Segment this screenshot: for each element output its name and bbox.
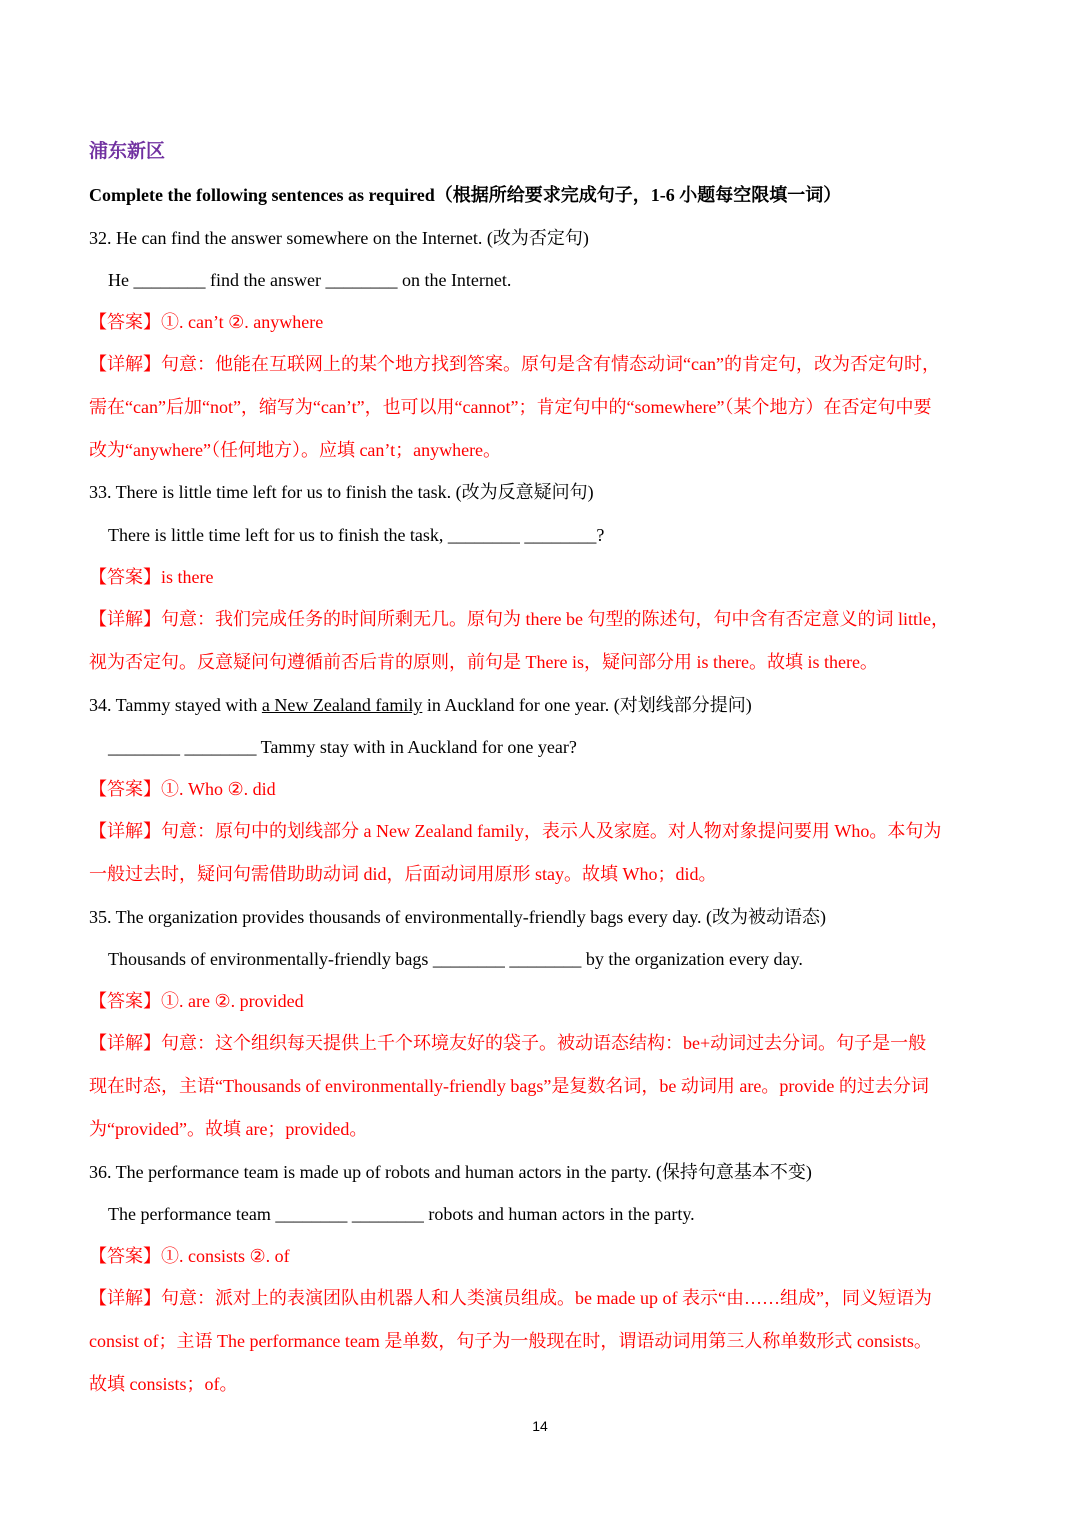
question-32-prompt: 32. He can find the answer somewhere on the Internet. (改为否定句) xyxy=(89,228,589,248)
question-34-answer: 【答案】①. Who ②. did xyxy=(89,779,276,799)
question-32-blank-line: He ________ find the answer ________ on the Internet. xyxy=(108,270,512,290)
question-33-answer: 【答案】is there xyxy=(89,567,214,587)
question-33-explanation-line: 【详解】句意：我们完成任务的时间所剩无几。原句为 there be 句型的陈述句，句中含有否定意义的词 little， xyxy=(89,609,949,629)
question-32-explanation-line: 需在“can”后加“not”，缩写为“can’t”，也可以用“cannot”；肯定句中的“somewhere”（某个地方）在否定句中要 xyxy=(89,397,932,417)
question-35-explanation-line: 【详解】句意：这个组织每天提供上千个环境友好的袋子。被动语态结构：be+动词过去分词。句子是一般 xyxy=(89,1033,927,1053)
question-33-blank-line: There is little time left for us to finish the task, ________ ________? xyxy=(108,525,605,545)
question-36-explanation-line: 故填 consists；of。 xyxy=(89,1374,238,1394)
question-36-blank-line: The performance team ________ ________ robots and human actors in the party. xyxy=(108,1204,695,1224)
question-34-blank-line: ________ ________ Tammy stay with in Auckland for one year? xyxy=(108,737,577,757)
page-number: 14 xyxy=(532,1418,548,1434)
question-35-explanation-line: 现在时态，主语“Thousands of environmentally-friendly bags”是复数名词，be 动词用 are。provide 的过去分词 xyxy=(89,1076,929,1096)
question-34-explanation-line: 【详解】句意：原句中的划线部分 a New Zealand family，表示人及家庭。对人物对象提问要用 Who。本句为 xyxy=(89,821,942,841)
question-36-prompt: 36. The performance team is made up of robots and human actors in the party. (保持句意基本不变) xyxy=(89,1162,812,1182)
question-32-explanation-line: 【详解】句意：他能在互联网上的某个地方找到答案。原句是含有情态动词“can”的肯定句，改为否定句时， xyxy=(89,354,940,374)
question-33-explanation-line: 视为否定句。反意疑问句遵循前否后肯的原则，前句是 There is，疑问部分用 is there。故填 is there。 xyxy=(89,652,878,672)
question-35-answer: 【答案】①. are ②. provided xyxy=(89,991,304,1011)
question-32-explanation-line: 改为“anywhere”（任何地方）。应填 can’t；anywhere。 xyxy=(89,440,502,460)
region-heading: 浦东新区 xyxy=(89,141,166,162)
instructions: Complete the following sentences as required（根据所给要求完成句子，1-6 小题每空限填一词） xyxy=(89,185,842,205)
question-35-blank-line: Thousands of environmentally-friendly bags ________ ________ by the organization every day. xyxy=(108,949,803,969)
question-34-explanation-line: 一般过去时，疑问句需借助助动词 did，后面动词用原形 stay。故填 Who；did。 xyxy=(89,864,717,884)
question-33-prompt: 33. There is little time left for us to finish the task. (改为反意疑问句) xyxy=(89,482,594,502)
question-32-answer: 【答案】①. can’t ②. anywhere xyxy=(89,312,324,332)
question-35-prompt: 35. The organization provides thousands of environmentally-friendly bags every day. (改为被动语态) xyxy=(89,907,826,927)
question-36-explanation-line: 【详解】句意：派对上的表演团队由机器人和人类演员组成。be made up of 表示“由……组成”，同义短语为 xyxy=(89,1288,932,1308)
question-34-prompt-start: 34. Tammy stayed with xyxy=(89,695,262,715)
question-34-prompt xyxy=(89,693,991,717)
question-36-explanation-line: consist of；主语 The performance team 是单数，句子为一般现在时，谓语动词用第三人称单数形式 consists。 xyxy=(89,1331,932,1351)
question-35-explanation-line: 为“provided”。故填 are；provided。 xyxy=(89,1119,368,1139)
question-34-underlined-phrase: a New Zealand family xyxy=(261,695,423,715)
question-36-answer: 【答案】①. consists ②. of xyxy=(89,1246,290,1266)
question-34-prompt-end: in Auckland for one year. (对划线部分提问) xyxy=(422,695,752,715)
